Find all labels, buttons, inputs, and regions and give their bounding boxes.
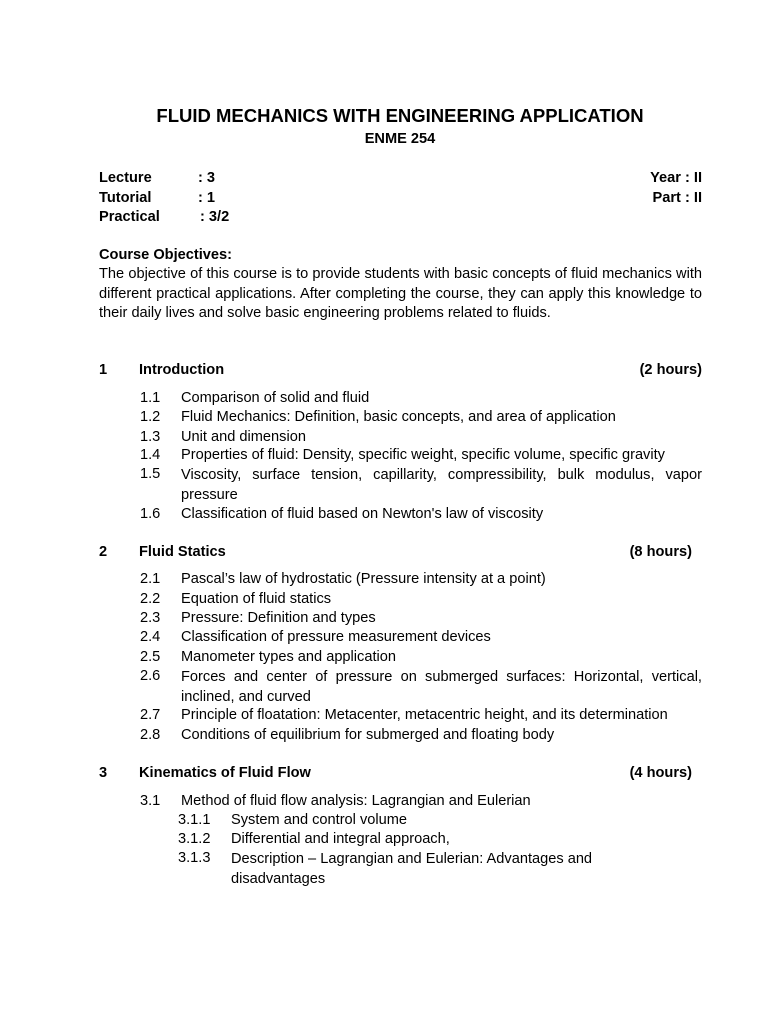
document-title: FLUID MECHANICS WITH ENGINEERING APPLICATION: [156, 105, 644, 126]
lecture-label: Lecture: [99, 170, 152, 186]
section-number: 1: [99, 362, 108, 378]
list-item-number: 1.2: [140, 409, 161, 425]
list-item-text: Manometer types and application: [181, 649, 396, 665]
section-hours: (2 hours): [639, 362, 702, 378]
list-item-number: 2.5: [140, 649, 161, 665]
list-item-number: 2.6: [140, 668, 161, 684]
section-title: Fluid Statics: [139, 544, 226, 560]
list-item-text: Pascal’s law of hydrostatic (Pressure intensity at a point): [181, 571, 546, 587]
sublist-item-text: Differential and integral approach,: [231, 831, 450, 847]
practical-value: : 3/2: [200, 209, 230, 225]
list-item-text: Principle of floatation: Metacenter, metacentric height, and its determination: [181, 707, 668, 723]
section-number: 3: [99, 765, 108, 781]
sublist-item-text: System and control volume: [231, 812, 408, 828]
list-item-text: Method of fluid flow analysis: Lagrangian and Eulerian: [181, 793, 531, 809]
objectives-heading: Course Objectives:: [99, 247, 233, 263]
list-item-text: Viscosity, surface tension, capillarity, compressibility, bulk modulus, vapor pressure: [181, 467, 702, 503]
list-item-text: Comparison of solid and fluid: [181, 390, 370, 406]
list-item-number: 2.4: [140, 629, 161, 645]
list-item-number: 2.2: [140, 591, 161, 607]
sublist-item-number: 3.1.3: [178, 850, 211, 866]
list-item-text: Classification of fluid based on Newton's law of viscosity: [181, 506, 544, 522]
lecture-value: : 3: [198, 170, 216, 186]
list-item-number: 1.3: [140, 429, 161, 445]
objectives-paragraph: The objective of this course is to provide students with basic concepts of fluid mechanics with different practical applications. After completing the course, they can apply this knowledge to their daily lives and solve basic engineering problems related to fluids.: [99, 266, 702, 322]
list-item-text: Unit and dimension: [181, 429, 306, 445]
list-item-number: 2.1: [140, 571, 161, 587]
section-title: Introduction: [139, 362, 225, 378]
tutorial-value: : 1: [198, 190, 216, 206]
course-code: ENME 254: [364, 131, 436, 147]
sublist-item-number: 3.1.2: [178, 831, 211, 847]
list-item-number: 1.4: [140, 447, 161, 463]
list-item-number: 1.6: [140, 506, 161, 522]
year-label: Year : II: [650, 170, 702, 186]
list-item-number: 1.1: [140, 390, 161, 406]
list-item-text: Conditions of equilibrium for submerged and floating body: [181, 727, 555, 743]
list-item-text: Classification of pressure measurement devices: [181, 629, 491, 645]
list-item-text: Equation of fluid statics: [181, 591, 332, 607]
section-hours: (8 hours): [629, 544, 692, 560]
list-item-number: 2.8: [140, 727, 161, 743]
list-item-text: Pressure: Definition and types: [181, 610, 376, 626]
list-item-number: 2.3: [140, 610, 161, 626]
section-hours: (4 hours): [629, 765, 692, 781]
list-item-number: 2.7: [140, 707, 161, 723]
section-number: 2: [99, 544, 108, 560]
section-title: Kinematics of Fluid Flow: [139, 765, 311, 781]
list-item-number: 3.1: [140, 793, 161, 809]
tutorial-label: Tutorial: [99, 190, 152, 206]
list-item-text: Forces and center of pressure on submerged surfaces: Horizontal, vertical, inclined, and curved: [181, 669, 702, 705]
sublist-item-text: Description – Lagrangian and Eulerian: Advantages and disadvantages: [231, 851, 593, 887]
part-label: Part : II: [652, 190, 702, 206]
practical-label: Practical: [99, 209, 160, 225]
list-item-text: Fluid Mechanics: Definition, basic concepts, and area of application: [181, 409, 616, 425]
list-item-text: Properties of fluid: Density, specific weight, specific volume, specific gravity: [181, 447, 665, 463]
sublist-item-number: 3.1.1: [178, 812, 211, 828]
list-item-number: 1.5: [140, 466, 161, 482]
